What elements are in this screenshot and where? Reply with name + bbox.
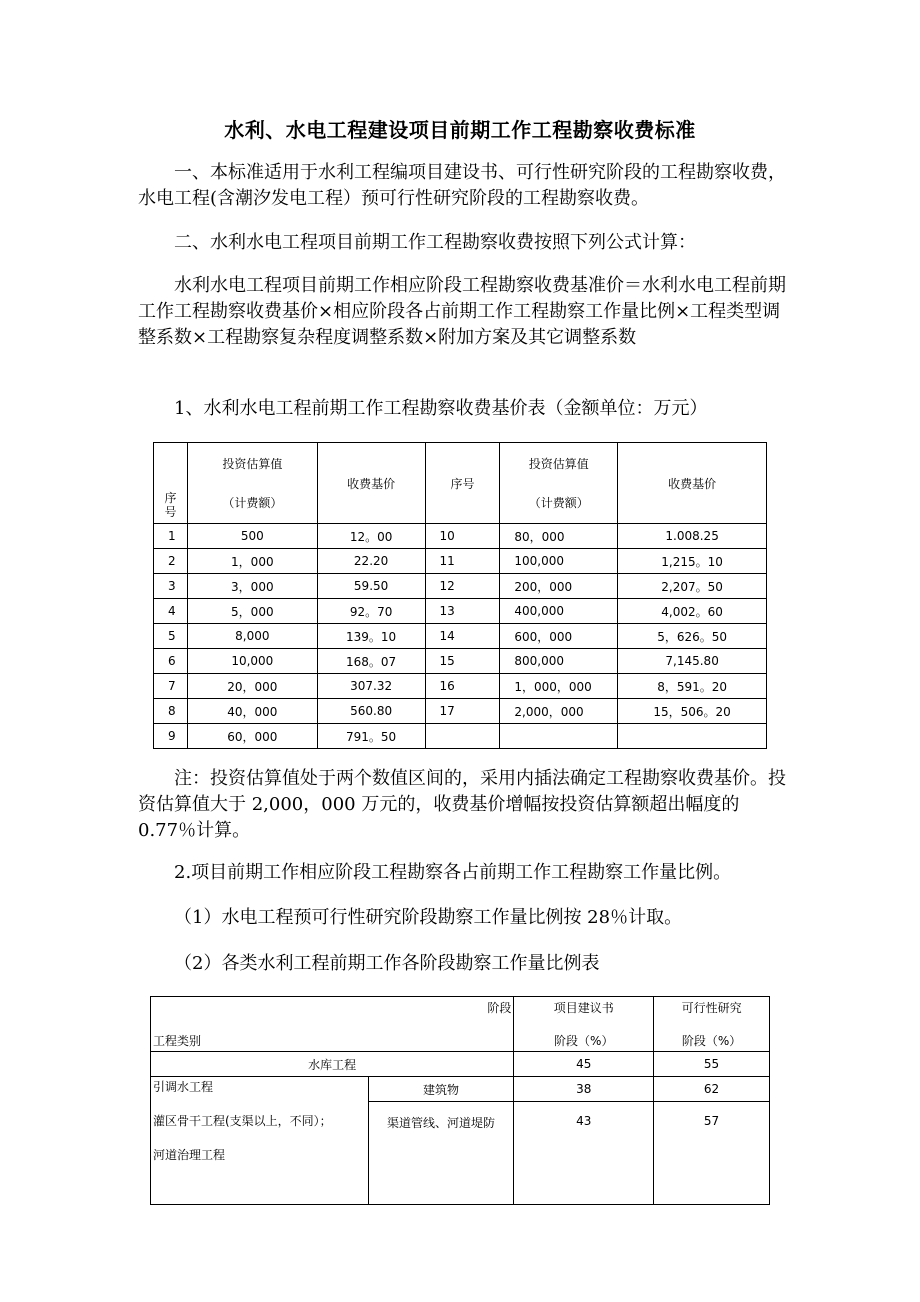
ratio-table-caption: （2）各类水利工程前期工作各阶段勘察工作量比例表 <box>174 953 600 974</box>
row-fee: 168。07 <box>317 649 425 674</box>
header-invest2-top: 投资估算值 <box>528 457 589 471</box>
row-invest-2: 200，000 <box>500 574 618 599</box>
col2-bottom: 阶段（%） <box>681 1034 742 1048</box>
col2-top: 可行性研究 <box>681 1001 742 1015</box>
reservoir-value-1: 45 <box>514 1052 654 1077</box>
row-fee-2: 4,002。60 <box>618 599 767 624</box>
ratio-row-building <box>151 1077 770 1102</box>
building-value-1: 38 <box>514 1077 654 1102</box>
row-fee-2 <box>618 724 767 749</box>
row-invest: 8,000 <box>187 624 317 649</box>
row-invest: 40，000 <box>187 699 317 724</box>
ratio-row-reservoir <box>151 1052 770 1077</box>
table-row <box>154 524 767 549</box>
row-fee-2: 1,215。10 <box>618 549 767 574</box>
reservoir-label: 水库工程 <box>151 1052 514 1077</box>
row-fee: 22.20 <box>317 549 425 574</box>
row-fee-2: 5，626。50 <box>618 624 767 649</box>
table-row <box>154 574 767 599</box>
channel-value-1: 43 <box>514 1102 654 1205</box>
row-seq-2: 15 <box>425 649 500 674</box>
table-row <box>154 674 767 699</box>
ratio-header-col1 <box>514 997 654 1052</box>
row-seq-2: 10 <box>425 524 500 549</box>
category-cell <box>151 1077 369 1205</box>
ratio-header-col2 <box>654 997 770 1052</box>
reservoir-value-2: 55 <box>654 1052 770 1077</box>
row-fee-2: 8，591。20 <box>618 674 767 699</box>
row-invest-2: 2,000，000 <box>500 699 618 724</box>
page-title: 水利、水电工程建设项目前期工作工程勘察收费标准 <box>224 118 696 142</box>
row-seq: 6 <box>154 649 188 674</box>
table-row <box>154 549 767 574</box>
row-fee-2: 7,145.80 <box>618 649 767 674</box>
header-invest <box>187 443 317 524</box>
row-fee: 12。00 <box>317 524 425 549</box>
header-invest-bottom: （计费额） <box>222 496 283 510</box>
row-seq-2: 16 <box>425 674 500 699</box>
header-invest-top: 投资估算值 <box>222 457 283 471</box>
row-seq: 9 <box>154 724 188 749</box>
table-header-row <box>154 443 767 524</box>
row-seq-2: 13 <box>425 599 500 624</box>
row-fee: 139。10 <box>317 624 425 649</box>
ratio-header-row <box>151 997 770 1052</box>
row-fee: 307.32 <box>317 674 425 699</box>
row-seq-2: 12 <box>425 574 500 599</box>
paragraph-formula: 水利水电工程项目前期工作相应阶段工程勘察收费基准价＝水利水电工程前期工作工程勘察收费基价×相应阶段各占前期工作工程勘察工作量比例×工程类型调整系数×工程勘察复杂程度调整系数×附加方案及其它调整系数 <box>138 275 786 348</box>
row-invest-2: 100,000 <box>500 549 618 574</box>
row-invest-2: 400,000 <box>500 599 618 624</box>
channel-label: 渠道管线、河道堤防 <box>368 1102 514 1205</box>
row-seq-2 <box>425 724 500 749</box>
row-fee: 59.50 <box>317 574 425 599</box>
header-seq-2: 序号 <box>425 443 500 524</box>
table-row <box>154 649 767 674</box>
fee-base-table <box>153 442 767 749</box>
header-invest-2 <box>500 443 618 524</box>
category-line-2: 灌区骨干工程(支渠以上，不同）； <box>153 1114 332 1128</box>
category-line-3: 河道治理工程 <box>153 1148 226 1162</box>
fee-table-caption: 1、水利水电工程前期工作工程勘察收费基价表（金额单位：万元） <box>174 398 708 419</box>
row-seq: 8 <box>154 699 188 724</box>
row-fee-2: 1.008.25 <box>618 524 767 549</box>
row-seq: 7 <box>154 674 188 699</box>
row-invest-2: 800,000 <box>500 649 618 674</box>
row-invest-2: 80，000 <box>500 524 618 549</box>
category-label: 工程类别 <box>153 1034 202 1048</box>
row-seq: 3 <box>154 574 188 599</box>
row-seq: 1 <box>154 524 188 549</box>
header-fee: 收费基价 <box>317 443 425 524</box>
category-line-1: 引调水工程 <box>153 1080 214 1094</box>
row-invest: 1，000 <box>187 549 317 574</box>
row-fee: 92。70 <box>317 599 425 624</box>
paragraph-scope: 一、本标准适用于水利工程编项目建设书、可行性研究阶段的工程勘察收费，水电工程(含潮汐发电工程）预可行性研究阶段的工程勘察收费。 <box>138 162 786 209</box>
header-seq <box>154 443 188 524</box>
col1-top: 项目建议书 <box>553 1001 614 1015</box>
row-fee: 791。50 <box>317 724 425 749</box>
row-seq: 5 <box>154 624 188 649</box>
row-seq: 4 <box>154 599 188 624</box>
table-row <box>154 599 767 624</box>
table-row <box>154 624 767 649</box>
stage-label: 阶段 <box>487 1001 512 1015</box>
header-fee-2: 收费基价 <box>618 443 767 524</box>
row-invest: 5，000 <box>187 599 317 624</box>
note-paragraph: 注：投资估算值处于两个数值区间的，采用内插法确定工程勘察收费基价。投资估算值大于 2,000，000 万元的，收费基价增幅按投资估算额超出幅度的 0.77％计算。 <box>138 768 786 841</box>
ratio-header-corner <box>151 997 514 1052</box>
stage-ratio-table <box>150 996 770 1205</box>
row-fee-2: 15，506。20 <box>618 699 767 724</box>
row-seq-2: 14 <box>425 624 500 649</box>
header-invest2-bottom: （计费额） <box>528 496 589 510</box>
row-seq: 2 <box>154 549 188 574</box>
paragraph-hydro-ratio: （1）水电工程预可行性研究阶段勘察工作量比例按 28％计取。 <box>174 907 683 928</box>
row-fee: 560.80 <box>317 699 425 724</box>
row-invest-2 <box>500 724 618 749</box>
paragraph-ratio-intro: 2.项目前期工作相应阶段工程勘察各占前期工作工程勘察工作量比例。 <box>174 862 732 883</box>
table-row <box>154 699 767 724</box>
row-invest: 10,000 <box>187 649 317 674</box>
row-invest: 500 <box>187 524 317 549</box>
row-seq-2: 17 <box>425 699 500 724</box>
header-seq-label: 序号 <box>164 491 177 519</box>
row-invest: 60，000 <box>187 724 317 749</box>
row-invest: 20，000 <box>187 674 317 699</box>
row-invest-2: 1，000，000 <box>500 674 618 699</box>
col1-bottom: 阶段（%） <box>554 1034 614 1048</box>
row-fee-2: 2,207。50 <box>618 574 767 599</box>
row-invest-2: 600，000 <box>500 624 618 649</box>
row-invest: 3，000 <box>187 574 317 599</box>
channel-value-2: 57 <box>654 1102 770 1205</box>
building-value-2: 62 <box>654 1077 770 1102</box>
row-seq-2: 11 <box>425 549 500 574</box>
building-label: 建筑物 <box>368 1077 514 1102</box>
paragraph-formula-intro: 二、水利水电工程项目前期工作工程勘察收费按照下列公式计算： <box>174 232 696 253</box>
table-row <box>154 724 767 749</box>
